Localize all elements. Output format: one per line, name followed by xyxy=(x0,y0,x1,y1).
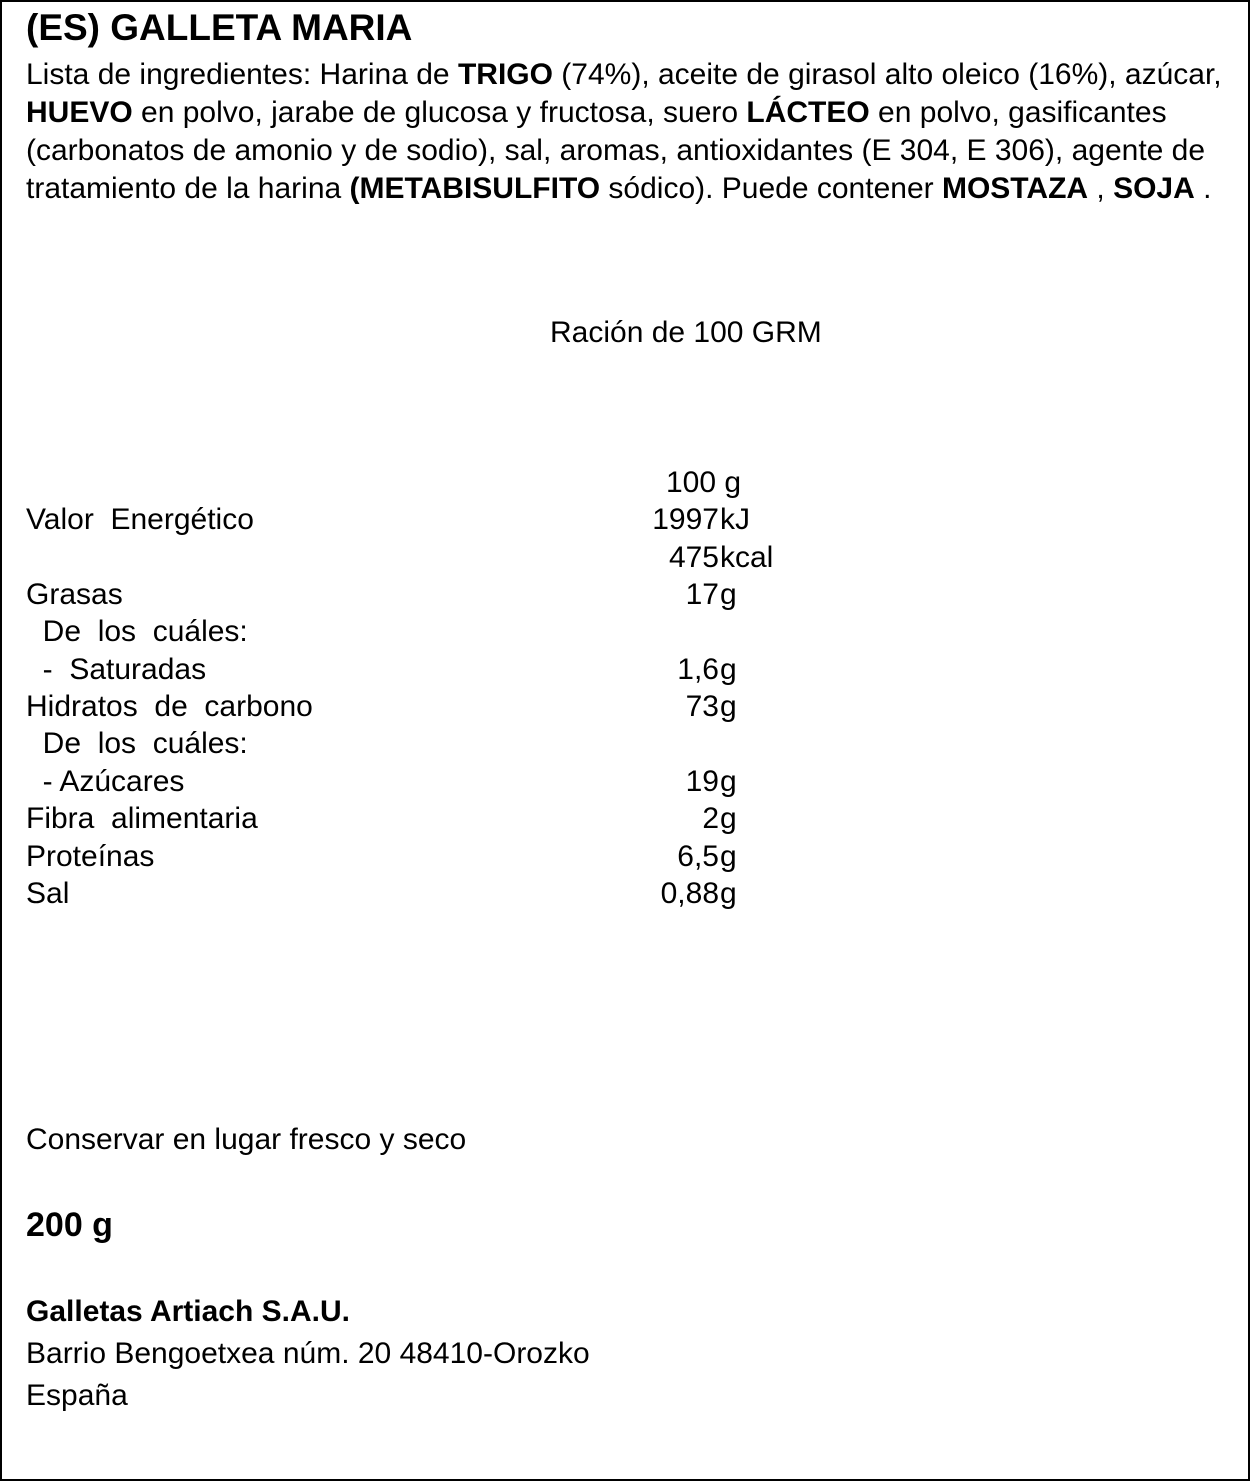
allergen-highlight: LÁCTEO xyxy=(746,96,870,129)
nutrient-unit: kcal xyxy=(720,541,774,574)
ingredient-text: . xyxy=(1194,172,1212,205)
allergen-highlight: MOSTAZA xyxy=(941,172,1089,205)
nutrition-row xyxy=(2,800,1250,838)
ingredient-text: (74%), aceite de girasol alto oleico (16%), azúcar, xyxy=(552,58,1222,91)
nutrient-unit: g xyxy=(720,578,737,611)
nutrient-label: - Saturadas xyxy=(26,653,207,686)
allergen-highlight: TRIGO xyxy=(457,58,553,91)
product-title: (ES) GALLETA MARIA xyxy=(26,7,413,48)
nutrient-value: 475 xyxy=(668,541,719,574)
ingredient-text: sódico). Puede contener xyxy=(600,172,942,205)
nutrient-unit: g xyxy=(720,690,737,723)
nutrition-column-header xyxy=(2,464,1250,502)
storage-instructions: Conservar en lugar fresco y seco xyxy=(26,1123,467,1156)
nutrient-label: Valor Energético xyxy=(26,503,254,536)
nutrient-value: 2 xyxy=(702,802,719,835)
nutrient-value: 1997 xyxy=(652,503,719,536)
ingredients-list xyxy=(26,56,1226,208)
nutrient-unit: kJ xyxy=(720,503,750,536)
nutrient-label: Hidratos de carbono xyxy=(26,690,313,723)
nutrient-unit: g xyxy=(720,653,737,686)
ingredient-text: en polvo, jarabe de glucosa y fructosa, suero xyxy=(132,96,747,129)
nutrition-row xyxy=(2,763,1250,801)
nutrition-row xyxy=(2,613,1250,651)
nutrient-label: Sal xyxy=(26,877,70,910)
ingredient-text: , xyxy=(1088,172,1114,205)
nutrition-row xyxy=(2,725,1250,763)
nutrient-value: 17 xyxy=(685,578,719,611)
nutrition-row xyxy=(2,539,1250,577)
ingredient-text: Lista de ingredientes: Harina de xyxy=(26,58,458,91)
nutrient-unit: g xyxy=(720,877,737,910)
nutrition-row xyxy=(2,501,1250,539)
nutrient-label: Fibra alimentaria xyxy=(26,802,258,835)
nutrient-label: Proteínas xyxy=(26,840,155,873)
nutrient-value: 6,5 xyxy=(677,840,719,873)
nutrient-value: 73 xyxy=(685,690,719,723)
nutrient-label: De los cuáles: xyxy=(26,615,248,648)
allergen-highlight: (METABISULFITO xyxy=(349,172,601,205)
serving-size: Ración de 100 GRM xyxy=(550,316,822,349)
nutrient-value: 19 xyxy=(685,765,719,798)
nutrition-row xyxy=(2,838,1250,876)
nutrient-value: 0,88 xyxy=(660,877,719,910)
nutrient-label: Grasas xyxy=(26,578,123,611)
manufacturer-name: Galletas Artiach S.A.U. xyxy=(26,1295,350,1328)
nutrient-unit: g xyxy=(720,765,737,798)
nutrition-row xyxy=(2,875,1250,913)
net-weight: 200 g xyxy=(26,1206,113,1244)
nutrition-row xyxy=(2,576,1250,614)
allergen-highlight: HUEVO xyxy=(26,96,133,129)
manufacturer-address: Barrio Bengoetxea núm. 20 48410-Orozko xyxy=(26,1337,590,1370)
nutrient-label: De los cuáles: xyxy=(26,727,248,760)
column-header-100g: 100 g xyxy=(666,466,742,499)
nutrient-label: - Azúcares xyxy=(26,765,185,798)
allergen-highlight: SOJA xyxy=(1113,172,1195,205)
nutrient-unit: g xyxy=(720,840,737,873)
ingredient-text: en polvo, gasificantes (carbonatos de amonio y de sodio), sal, aromas, antioxidantes (E 304, E 306), agente de tratamiento de la harina xyxy=(26,96,1206,205)
nutrition-row xyxy=(2,651,1250,689)
manufacturer-country: España xyxy=(26,1379,128,1412)
nutrient-unit: g xyxy=(720,802,737,835)
nutrition-row xyxy=(2,688,1250,726)
nutrient-value: 1,6 xyxy=(677,653,719,686)
